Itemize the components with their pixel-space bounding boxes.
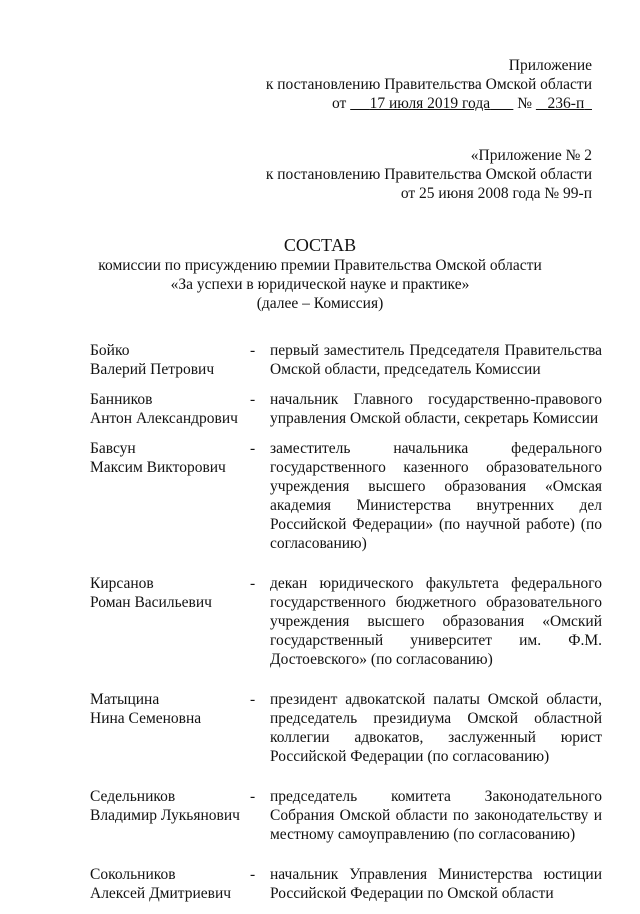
appendix2-reference: к постановлению Правительства Омской области bbox=[265, 166, 592, 183]
member-surname: Седельников bbox=[90, 788, 176, 805]
title-line-2: «За успехи в юридической науке и практике» bbox=[170, 276, 470, 293]
title-line-1: комиссии по присуждению премии Правительства Омской области bbox=[98, 257, 542, 274]
appendix2-header bbox=[266, 146, 592, 203]
member-role: первый заместитель Председателя Правительства Омской области, председатель Комиссии bbox=[270, 342, 602, 378]
member-role: начальник Главного государственно-правового управления Омской области, секретарь Комиссии bbox=[270, 391, 602, 427]
member-surname: Банников bbox=[90, 391, 153, 408]
appendix2-title: «Приложение № 2 bbox=[470, 147, 592, 164]
appendix-date-line bbox=[266, 94, 592, 113]
member-name bbox=[90, 341, 250, 379]
member-role: начальник Управления Министерства юстиции Российской Федерации по Омской области bbox=[270, 866, 602, 902]
member-row bbox=[90, 390, 602, 428]
member-dash: - bbox=[250, 575, 256, 592]
member-given-names: Алексей Дмитриевич bbox=[90, 885, 232, 902]
member-given-names: Роман Васильевич bbox=[90, 594, 212, 611]
decree-number: 236-п bbox=[547, 95, 585, 112]
member-given-names: Антон Александрович bbox=[90, 410, 238, 427]
composition-title bbox=[0, 234, 640, 313]
member-dash: - bbox=[250, 391, 256, 408]
member-role: декан юридического факультета федерального государственного бюджетного образовательного учреждения высшего образования «Омский государственный университет им. Ф.М. Достоевского» (по согласованию) bbox=[270, 575, 602, 668]
member-dash: - bbox=[250, 440, 256, 457]
from-label: от bbox=[332, 95, 347, 112]
number-label: № bbox=[517, 95, 533, 112]
member-role: заместитель начальника федерального государственного казенного образовательного учреждения высшего образования «Омская академия Министерства внутренних дел Российской Федерации» (по научной работе) (по согласованию) bbox=[270, 440, 602, 552]
member-name bbox=[90, 865, 250, 903]
member-name bbox=[90, 787, 250, 844]
member-dash: - bbox=[250, 788, 256, 805]
appendix-title: Приложение bbox=[508, 57, 592, 74]
member-dash: - bbox=[250, 691, 256, 708]
appendix-reference: к постановлению Правительства Омской области bbox=[265, 76, 592, 93]
member-given-names: Максим Викторович bbox=[90, 459, 226, 476]
member-row bbox=[90, 865, 602, 903]
member-given-names: Нина Семеновна bbox=[90, 710, 202, 727]
title-heading: СОСТАВ bbox=[283, 235, 357, 255]
appendix2-date: от 25 июня 2008 года № 99-п bbox=[400, 185, 592, 202]
member-row bbox=[90, 439, 602, 553]
member-row bbox=[90, 787, 602, 844]
appendix-header bbox=[266, 56, 592, 113]
member-name bbox=[90, 439, 250, 553]
title-line-3: (далее – Комиссия) bbox=[256, 295, 384, 312]
member-name bbox=[90, 390, 250, 428]
members-list bbox=[90, 341, 602, 914]
member-surname: Бавсун bbox=[90, 440, 136, 457]
member-dash: - bbox=[250, 866, 256, 883]
member-surname: Сокольников bbox=[90, 866, 176, 883]
member-dash: - bbox=[250, 342, 256, 359]
member-surname: Кирсанов bbox=[90, 575, 154, 592]
member-name bbox=[90, 690, 250, 766]
member-row bbox=[90, 690, 602, 766]
member-row bbox=[90, 574, 602, 669]
member-given-names: Владимир Лукьянович bbox=[90, 807, 240, 824]
member-surname: Матыцина bbox=[90, 691, 160, 708]
member-surname: Бойко bbox=[90, 342, 130, 359]
decree-date: 17 июля 2019 года bbox=[369, 95, 491, 112]
member-role: президент адвокатской палаты Омской области, председатель президиума Омской областной коллегии адвокатов, заслуженный юрист Российской Федерации (по согласованию) bbox=[270, 691, 602, 765]
member-given-names: Валерий Петрович bbox=[90, 361, 215, 378]
member-role: председатель комитета Законодательного Собрания Омской области по законодательству и местному самоуправлению (по согласованию) bbox=[270, 788, 602, 843]
member-name bbox=[90, 574, 250, 669]
member-row bbox=[90, 341, 602, 379]
